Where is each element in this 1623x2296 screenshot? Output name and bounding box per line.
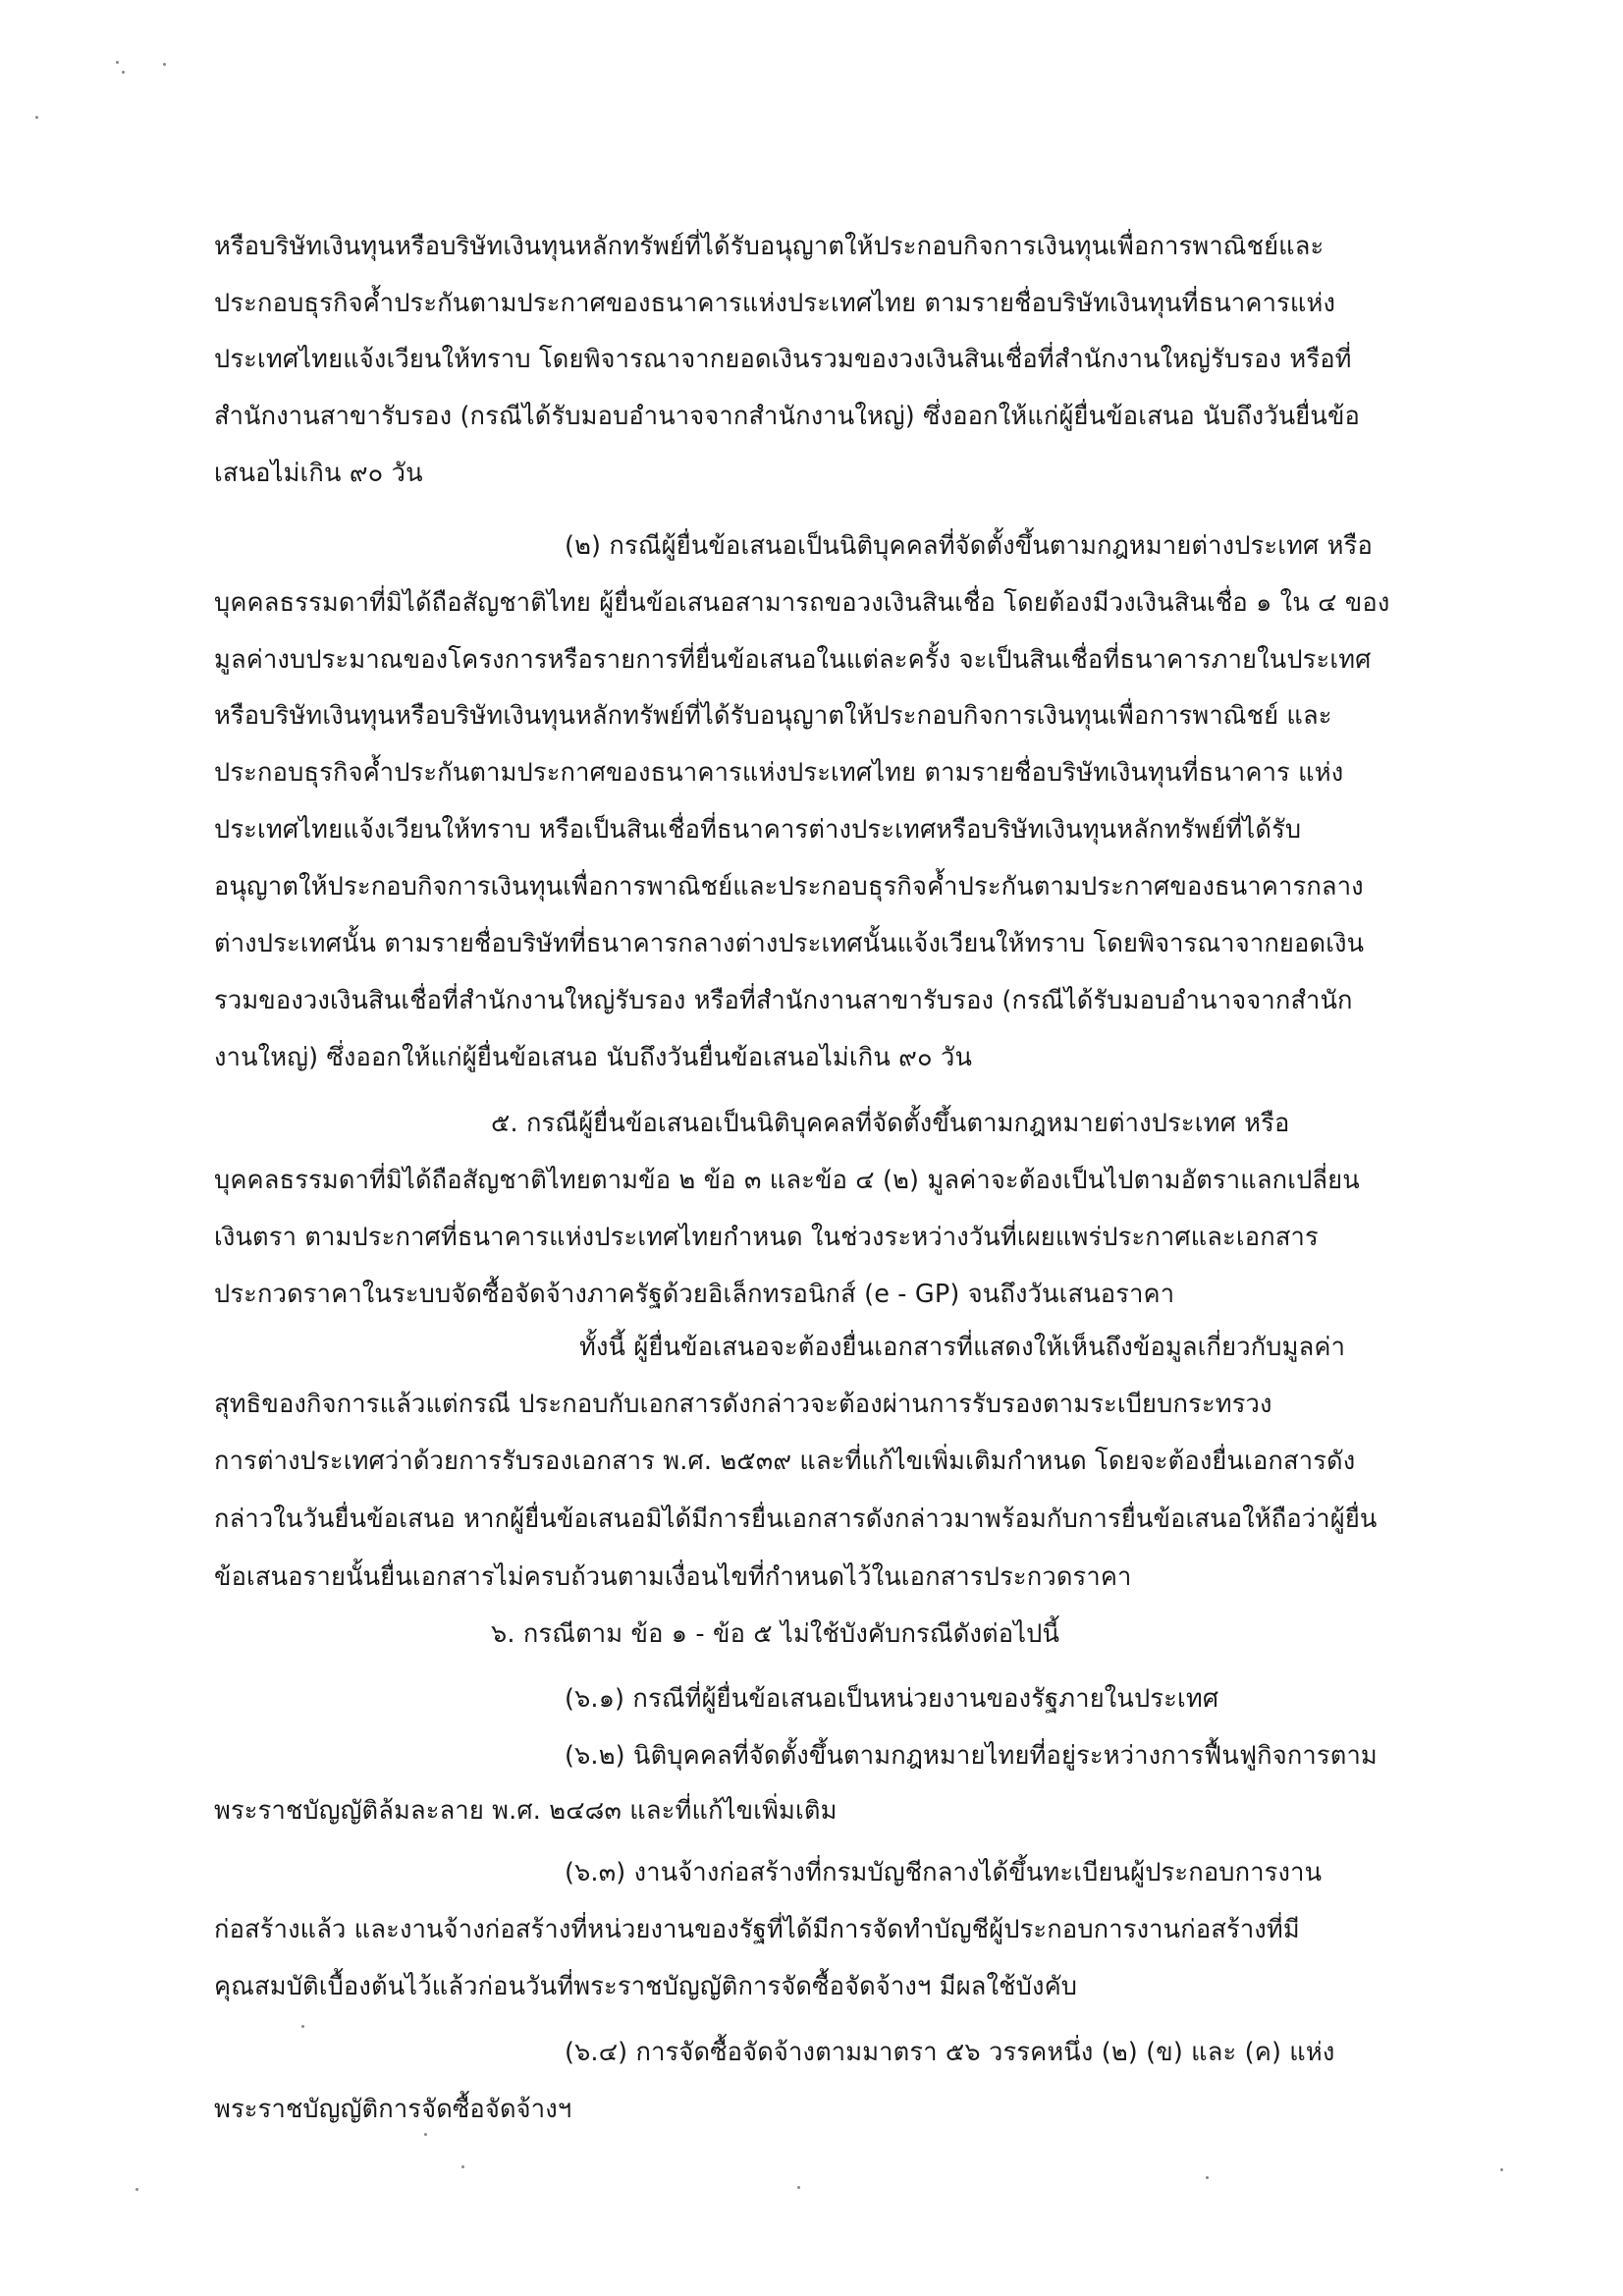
text-line: กล่าวในวันยื่นข้อเสนอ หากผู้ยื่นข้อเสนอมิได้มีการยื่นเอกสารดังกล่าวมาพร้อมกับการยื่นข้อเสนอให้ถือว่าผู้ยื่น bbox=[214, 1504, 1378, 1534]
text-line: หรือบริษัทเงินทุนหรือบริษัทเงินทุนหลักทรัพย์ที่ได้รับอนุญาตให้ประกอบกิจการเงินทุนเพื่อการพาณิชย์และ bbox=[214, 232, 1325, 261]
text-line: เงินตรา ตามประกาศที่ธนาคารแห่งประเทศไทยกำหนด ในช่วงระหว่างวันที่เผยแพร่ประกาศและเอกสาร bbox=[214, 1223, 1319, 1252]
text-line: บุคคลธรรมดาที่มิได้ถือสัญชาติไทย ผู้ยื่นข้อเสนอสามารถขอวงเงินสินเชื่อ โดยต้องมีวงเงินสินเชื่อ ๑ ใน ๔ ของ bbox=[214, 588, 1390, 618]
scan-speck bbox=[135, 2188, 138, 2191]
text-line: บุคคลธรรมดาที่มิได้ถือสัญชาติไทยตามข้อ ๒ ข้อ ๓ และข้อ ๔ (๒) มูลค่าจะต้องเป็นไปตามอัตราแลกเปลี่ยน bbox=[214, 1166, 1360, 1195]
text-line: ประกวดราคาในระบบจัดซื้อจัดจ้างภาครัฐด้วยอิเล็กทรอนิกส์ (e - GP) จนถึงวันเสนอราคา bbox=[214, 1280, 1175, 1309]
text-line: เสนอไม่เกิน ๙๐ วัน bbox=[214, 459, 423, 488]
text-line: มูลค่างบประมาณของโครงการหรือรายการที่ยื่นข้อเสนอในแต่ละครั้ง จะเป็นสินเชื่อที่ธนาคารภายในประเทศ bbox=[214, 645, 1372, 675]
text-line: พระราชบัญญัติการจัดซื้อจัดจ้างฯ bbox=[214, 2095, 572, 2124]
scan-speck bbox=[35, 116, 38, 119]
text-line: ต่างประเทศนั้น ตามรายชื่อบริษัทที่ธนาคารกลางต่างประเทศนั้นแจ้งเวียนให้ทราบ โดยพิจารณาจากยอดเงิน bbox=[214, 929, 1365, 958]
text-line: รวมของวงเงินสินเชื่อที่สำนักงานใหญ่รับรอง หรือที่สำนักงานสาขารับรอง (กรณีได้รับมอบอำนาจจากสำนัก bbox=[214, 986, 1353, 1015]
text-line: (๖.๒) นิติบุคคลที่จัดตั้งขึ้นตามกฎหมายไทยที่อยู่ระหว่างการฟื้นฟูกิจการตาม bbox=[565, 1741, 1378, 1771]
scan-speck bbox=[424, 2133, 427, 2136]
text-line: ๕. กรณีผู้ยื่นข้อเสนอเป็นนิติบุคคลที่จัดตั้งขึ้นตามกฎหมายต่างประเทศ หรือ bbox=[491, 1109, 1290, 1138]
text-line: ประเทศไทยแจ้งเวียนให้ทราบ หรือเป็นสินเชื่อที่ธนาคารต่างประเทศหรือบริษัทเงินทุนหลักทรัพย์ที่ได้รับ bbox=[214, 815, 1302, 845]
scan-speck bbox=[1206, 2176, 1209, 2179]
scan-speck bbox=[301, 2025, 304, 2028]
text-line: ประเทศไทยแจ้งเวียนให้ทราบ โดยพิจารณาจากยอดเงินรวมของวงเงินสินเชื่อที่สำนักงานใหญ่รับรอง หรือที่ bbox=[214, 345, 1352, 374]
text-line: อนุญาตให้ประกอบกิจการเงินทุนเพื่อการพาณิชย์และประกอบธุรกิจค้ำประกันตามประกาศของธนาคารกลาง bbox=[214, 872, 1364, 902]
text-line: สำนักงานสาขารับรอง (กรณีได้รับมอบอำนาจจากสำนักงานใหญ่) ซึ่งออกให้แก่ผู้ยื่นข้อเสนอ นับถึงวันยื่นข้อ bbox=[214, 402, 1361, 431]
scan-speck bbox=[797, 2186, 800, 2189]
text-line: (๒) กรณีผู้ยื่นข้อเสนอเป็นนิติบุคคลที่จัดตั้งขึ้นตามกฎหมายต่างประเทศ หรือ bbox=[565, 531, 1373, 561]
text-line: งานใหญ่) ซึ่งออกให้แก่ผู้ยื่นข้อเสนอ นับถึงวันยื่นข้อเสนอไม่เกิน ๙๐ วัน bbox=[214, 1043, 973, 1072]
text-line: สุทธิของกิจการแล้วแต่กรณี ประกอบกับเอกสารดังกล่าวจะต้องผ่านการรับรองตามระเบียบกระทรวง bbox=[214, 1390, 1272, 1419]
scan-speck bbox=[461, 2165, 464, 2168]
scan-speck bbox=[116, 61, 119, 64]
text-line: (๖.๓) งานจ้างก่อสร้างที่กรมบัญชีกลางได้ขึ้นทะเบียนผู้ประกอบการงาน bbox=[565, 1858, 1323, 1887]
text-line: ประกอบธุรกิจค้ำประกันตามประกาศของธนาคารแห่งประเทศไทย ตามรายชื่อบริษัทเงินทุนที่ธนาคารแห่ง bbox=[214, 289, 1336, 318]
text-line: การต่างประเทศว่าด้วยการรับรองเอกสาร พ.ศ. ๒๕๓๙ และที่แก้ไขเพิ่มเติมกำหนด โดยจะต้องยื่นเอกสารดัง bbox=[214, 1447, 1356, 1476]
text-line: คุณสมบัติเบื้องต้นไว้แล้วก่อนวันที่พระราชบัญญัติการจัดซื้อจัดจ้างฯ มีผลใช้บังคับ bbox=[214, 1972, 1078, 2001]
text-line: ทั้งนี้ ผู้ยื่นข้อเสนอจะต้องยื่นเอกสารที่แสดงให้เห็นถึงข้อมูลเกี่ยวกับมูลค่า bbox=[579, 1333, 1346, 1362]
text-line: (๖.๑) กรณีที่ผู้ยื่นข้อเสนอเป็นหน่วยงานของรัฐภายในประเทศ bbox=[565, 1684, 1219, 1714]
text-line: ก่อสร้างแล้ว และงานจ้างก่อสร้างที่หน่วยงานของรัฐที่ได้มีการจัดทำบัญชีผู้ประกอบการงานก่อสร้างที่มี bbox=[214, 1915, 1300, 1944]
text-line: (๖.๔) การจัดซื้อจัดจ้างตามมาตรา ๕๖ วรรคหนึ่ง (๒) (ข) และ (ค) แห่ง bbox=[565, 2038, 1335, 2067]
text-line: พระราชบัญญัติล้มละลาย พ.ศ. ๒๔๘๓ และที่แก้ไขเพิ่มเติม bbox=[214, 1796, 838, 1826]
text-line: ประกอบธุรกิจค้ำประกันตามประกาศของธนาคารแห่งประเทศไทย ตามรายชื่อบริษัทเงินทุนที่ธนาคาร แห่ง bbox=[214, 758, 1344, 788]
scan-speck bbox=[122, 71, 125, 74]
text-line: หรือบริษัทเงินทุนหรือบริษัทเงินทุนหลักทรัพย์ที่ได้รับอนุญาตให้ประกอบกิจการเงินทุนเพื่อการพาณิชย์ และ bbox=[214, 701, 1332, 731]
text-line: ๖. กรณีตาม ข้อ ๑ - ข้อ ๕ ไม่ใช้บังคับกรณีดังต่อไปนี้ bbox=[491, 1619, 1060, 1649]
scan-speck bbox=[163, 63, 166, 66]
text-line: ข้อเสนอรายนั้นยื่นเอกสารไม่ครบถ้วนตามเงื่อนไขที่กำหนดไว้ในเอกสารประกวดราคา bbox=[214, 1562, 1132, 1592]
scan-speck bbox=[1500, 2168, 1503, 2171]
